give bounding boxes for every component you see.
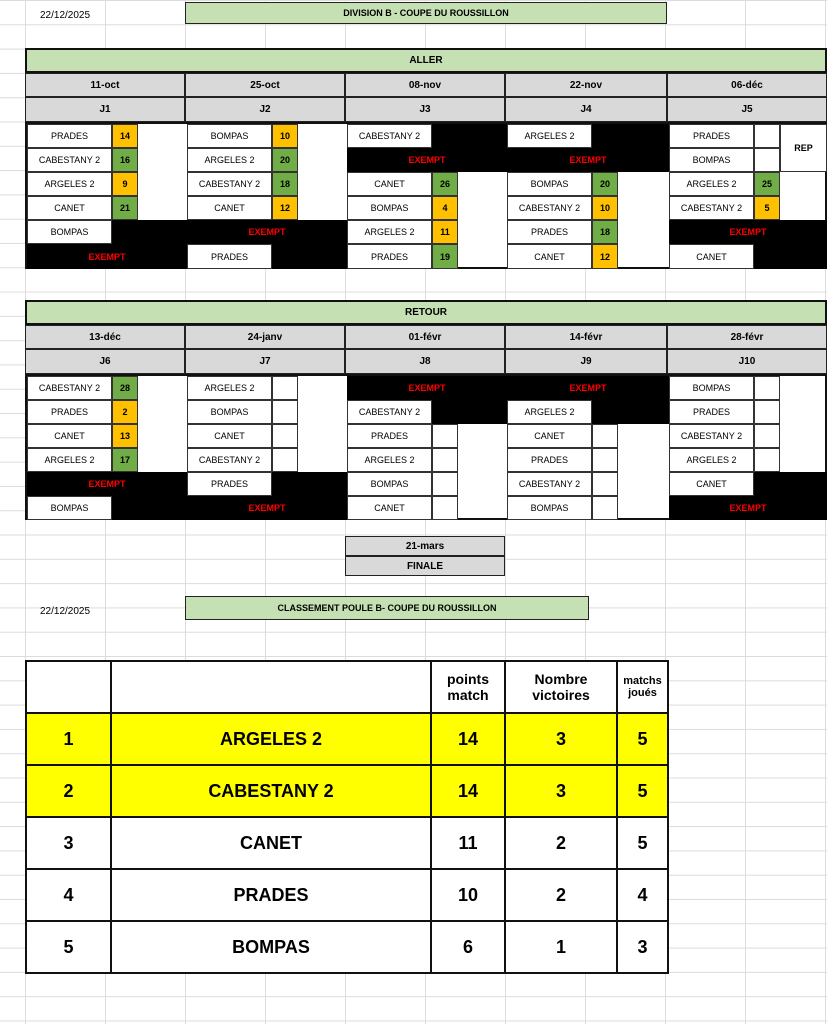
victories-cell: 2 bbox=[505, 869, 617, 921]
date-j3: 08-nov bbox=[345, 73, 505, 97]
victories-header: Nombre victoires bbox=[505, 661, 617, 713]
team-cell: ARGELES 2 bbox=[187, 376, 272, 400]
played-cell: 4 bbox=[617, 869, 668, 921]
team-cell: BOMPAS bbox=[507, 172, 592, 196]
team-cell: CANET bbox=[347, 496, 432, 520]
rank-cell: 2 bbox=[26, 765, 111, 817]
empty-score-cell bbox=[592, 496, 618, 520]
round-j8: J8 bbox=[345, 349, 505, 374]
date-j1: 11-oct bbox=[25, 73, 185, 97]
empty-score-cell bbox=[272, 448, 298, 472]
team-cell: PRADES bbox=[669, 400, 754, 424]
played-cell: 5 bbox=[617, 765, 668, 817]
aller-banner: ALLER bbox=[25, 48, 827, 73]
played-header: matchs joués bbox=[617, 661, 668, 713]
team-cell: ARGELES 2 bbox=[27, 448, 112, 472]
round-j5: J5 bbox=[667, 97, 827, 122]
score-cell: 12 bbox=[592, 244, 618, 269]
team-cell: BOMPAS bbox=[347, 196, 432, 220]
team-cell: BOMPAS bbox=[111, 921, 431, 973]
team-cell: ARGELES 2 bbox=[347, 448, 432, 472]
exempt-cell: EXEMPT bbox=[347, 376, 507, 400]
round-j4: J4 bbox=[505, 97, 667, 122]
round-j10: J10 bbox=[667, 349, 827, 374]
team-cell: BOMPAS bbox=[27, 220, 112, 244]
team-cell: PRADES bbox=[347, 424, 432, 448]
team-cell: BOMPAS bbox=[507, 496, 592, 520]
ranking-header-row bbox=[26, 661, 668, 713]
team-cell: BOMPAS bbox=[27, 496, 112, 520]
team-cell: ARGELES 2 bbox=[507, 400, 592, 424]
finale-date: 21-mars bbox=[345, 536, 505, 556]
team-cell: CANET bbox=[347, 172, 432, 196]
empty-score-cell bbox=[432, 472, 458, 496]
team-cell: ARGELES 2 bbox=[187, 148, 272, 172]
team-cell: PRADES bbox=[507, 220, 592, 244]
empty-score-cell bbox=[754, 448, 780, 472]
empty-score-cell bbox=[592, 448, 618, 472]
black-fill bbox=[272, 244, 347, 269]
team-cell: CANET bbox=[27, 424, 112, 448]
score-cell: 13 bbox=[112, 424, 138, 448]
team-cell: PRADES bbox=[27, 400, 112, 424]
black-fill bbox=[112, 220, 187, 244]
empty-score-cell bbox=[754, 424, 780, 448]
team-cell: ARGELES 2 bbox=[669, 448, 754, 472]
exempt-cell: EXEMPT bbox=[669, 496, 827, 520]
round-j1: J1 bbox=[25, 97, 185, 122]
score-cell: 25 bbox=[754, 172, 780, 196]
empty-score-cell bbox=[754, 148, 780, 172]
exempt-cell: EXEMPT bbox=[507, 376, 669, 400]
round-j9: J9 bbox=[505, 349, 667, 374]
team-cell: BOMPAS bbox=[187, 124, 272, 148]
team-cell: PRADES bbox=[27, 124, 112, 148]
victories-cell: 1 bbox=[505, 921, 617, 973]
exempt-cell: EXEMPT bbox=[187, 496, 347, 520]
black-fill bbox=[272, 472, 347, 496]
team-cell: PRADES bbox=[507, 448, 592, 472]
team-cell: ARGELES 2 bbox=[347, 220, 432, 244]
rank-cell: 5 bbox=[26, 921, 111, 973]
team-cell: CABESTANY 2 bbox=[347, 400, 432, 424]
page-title: DIVISION B - COUPE DU ROUSSILLON bbox=[185, 2, 667, 24]
team-cell: PRADES bbox=[347, 244, 432, 269]
round-j6: J6 bbox=[25, 349, 185, 374]
date-j9: 14-févr bbox=[505, 325, 667, 349]
score-cell: 12 bbox=[272, 196, 298, 220]
score-cell: 4 bbox=[432, 196, 458, 220]
points-cell: 6 bbox=[431, 921, 505, 973]
team-cell: CANET bbox=[187, 196, 272, 220]
empty-score-cell bbox=[272, 400, 298, 424]
date-j8: 01-févr bbox=[345, 325, 505, 349]
team-cell: CANET bbox=[507, 424, 592, 448]
empty-score-cell bbox=[754, 124, 780, 148]
score-cell: 28 bbox=[112, 376, 138, 400]
played-cell: 3 bbox=[617, 921, 668, 973]
team-cell: CABESTANY 2 bbox=[27, 148, 112, 172]
team-cell: CABESTANY 2 bbox=[187, 448, 272, 472]
points-cell: 14 bbox=[431, 765, 505, 817]
exempt-cell: EXEMPT bbox=[27, 472, 187, 496]
score-cell: 16 bbox=[112, 148, 138, 172]
team-cell: CABESTANY 2 bbox=[669, 196, 754, 220]
empty-score-cell bbox=[432, 496, 458, 520]
points-cell: 10 bbox=[431, 869, 505, 921]
score-cell: 5 bbox=[754, 196, 780, 220]
aller-matches bbox=[25, 122, 827, 269]
exempt-cell: EXEMPT bbox=[507, 148, 669, 172]
team-cell: ARGELES 2 bbox=[669, 172, 754, 196]
ranking-row bbox=[26, 817, 668, 869]
ranking-date: 22/12/2025 bbox=[40, 606, 91, 617]
black-fill bbox=[754, 244, 827, 269]
team-cell: CANET bbox=[669, 472, 754, 496]
rank-cell: 1 bbox=[26, 713, 111, 765]
score-cell: 26 bbox=[432, 172, 458, 196]
team-cell: CANET bbox=[507, 244, 592, 269]
team-cell: PRADES bbox=[669, 124, 754, 148]
black-fill bbox=[592, 124, 669, 148]
ranking-title: CLASSEMENT POULE B- COUPE DU ROUSSILLON bbox=[185, 596, 589, 620]
team-cell: BOMPAS bbox=[187, 400, 272, 424]
black-fill bbox=[432, 124, 507, 148]
team-cell: CABESTANY 2 bbox=[27, 376, 112, 400]
black-fill bbox=[592, 400, 669, 424]
team-cell: CABESTANY 2 bbox=[347, 124, 432, 148]
finale-label: FINALE bbox=[345, 556, 505, 576]
round-j7: J7 bbox=[185, 349, 345, 374]
played-cell: 5 bbox=[617, 817, 668, 869]
team-cell: CABESTANY 2 bbox=[669, 424, 754, 448]
empty-score-cell bbox=[272, 376, 298, 400]
retour-banner: RETOUR bbox=[25, 300, 827, 325]
team-cell: ARGELES 2 bbox=[111, 713, 431, 765]
date-j6: 13-déc bbox=[25, 325, 185, 349]
score-cell: 20 bbox=[592, 172, 618, 196]
exempt-cell: EXEMPT bbox=[27, 244, 187, 269]
team-cell: CABESTANY 2 bbox=[187, 172, 272, 196]
exempt-cell: EXEMPT bbox=[187, 220, 347, 244]
rank-cell: 4 bbox=[26, 869, 111, 921]
score-cell: 11 bbox=[432, 220, 458, 244]
score-cell: 20 bbox=[272, 148, 298, 172]
team-cell: CABESTANY 2 bbox=[507, 472, 592, 496]
exempt-cell: EXEMPT bbox=[347, 148, 507, 172]
empty-score-cell bbox=[432, 448, 458, 472]
score-cell: 2 bbox=[112, 400, 138, 424]
score-cell: 14 bbox=[112, 124, 138, 148]
black-fill bbox=[754, 472, 827, 496]
score-cell: 19 bbox=[432, 244, 458, 269]
round-j3: J3 bbox=[345, 97, 505, 122]
empty-score-cell bbox=[754, 376, 780, 400]
empty-score-cell bbox=[592, 472, 618, 496]
empty-score-cell bbox=[754, 400, 780, 424]
ranking-table bbox=[25, 660, 669, 974]
score-cell: 10 bbox=[272, 124, 298, 148]
team-header bbox=[111, 661, 431, 713]
date-j10: 28-févr bbox=[667, 325, 827, 349]
black-fill bbox=[112, 496, 187, 520]
team-cell: PRADES bbox=[187, 244, 272, 269]
points-header: points match bbox=[431, 661, 505, 713]
score-cell: 9 bbox=[112, 172, 138, 196]
date-j4: 22-nov bbox=[505, 73, 667, 97]
empty-score-cell bbox=[432, 424, 458, 448]
team-cell: PRADES bbox=[111, 869, 431, 921]
team-cell: CANET bbox=[669, 244, 754, 269]
victories-cell: 3 bbox=[505, 713, 617, 765]
rank-header bbox=[26, 661, 111, 713]
exempt-cell: EXEMPT bbox=[669, 220, 827, 244]
date-j7: 24-janv bbox=[185, 325, 345, 349]
score-cell: 17 bbox=[112, 448, 138, 472]
score-cell: 18 bbox=[272, 172, 298, 196]
played-cell: 5 bbox=[617, 713, 668, 765]
empty-score-cell bbox=[592, 424, 618, 448]
team-cell: BOMPAS bbox=[669, 376, 754, 400]
victories-cell: 2 bbox=[505, 817, 617, 869]
points-cell: 11 bbox=[431, 817, 505, 869]
score-cell: 10 bbox=[592, 196, 618, 220]
score-cell: 21 bbox=[112, 196, 138, 220]
team-cell: BOMPAS bbox=[669, 148, 754, 172]
team-cell: BOMPAS bbox=[347, 472, 432, 496]
team-cell: ARGELES 2 bbox=[507, 124, 592, 148]
ranking-row bbox=[26, 713, 668, 765]
ranking-row bbox=[26, 765, 668, 817]
ranking-row bbox=[26, 921, 668, 973]
team-cell: CANET bbox=[27, 196, 112, 220]
report-date: 22/12/2025 bbox=[40, 10, 91, 21]
ranking-row bbox=[26, 869, 668, 921]
team-cell: CABESTANY 2 bbox=[111, 765, 431, 817]
date-j5: 06-déc bbox=[667, 73, 827, 97]
rep-label: REP bbox=[780, 124, 827, 172]
team-cell: CANET bbox=[187, 424, 272, 448]
victories-cell: 3 bbox=[505, 765, 617, 817]
points-cell: 14 bbox=[431, 713, 505, 765]
team-cell: CABESTANY 2 bbox=[507, 196, 592, 220]
black-fill bbox=[432, 400, 507, 424]
retour-matches bbox=[25, 374, 827, 520]
score-cell: 18 bbox=[592, 220, 618, 244]
team-cell: ARGELES 2 bbox=[27, 172, 112, 196]
rank-cell: 3 bbox=[26, 817, 111, 869]
team-cell: CANET bbox=[111, 817, 431, 869]
team-cell: PRADES bbox=[187, 472, 272, 496]
round-j2: J2 bbox=[185, 97, 345, 122]
date-j2: 25-oct bbox=[185, 73, 345, 97]
empty-score-cell bbox=[272, 424, 298, 448]
